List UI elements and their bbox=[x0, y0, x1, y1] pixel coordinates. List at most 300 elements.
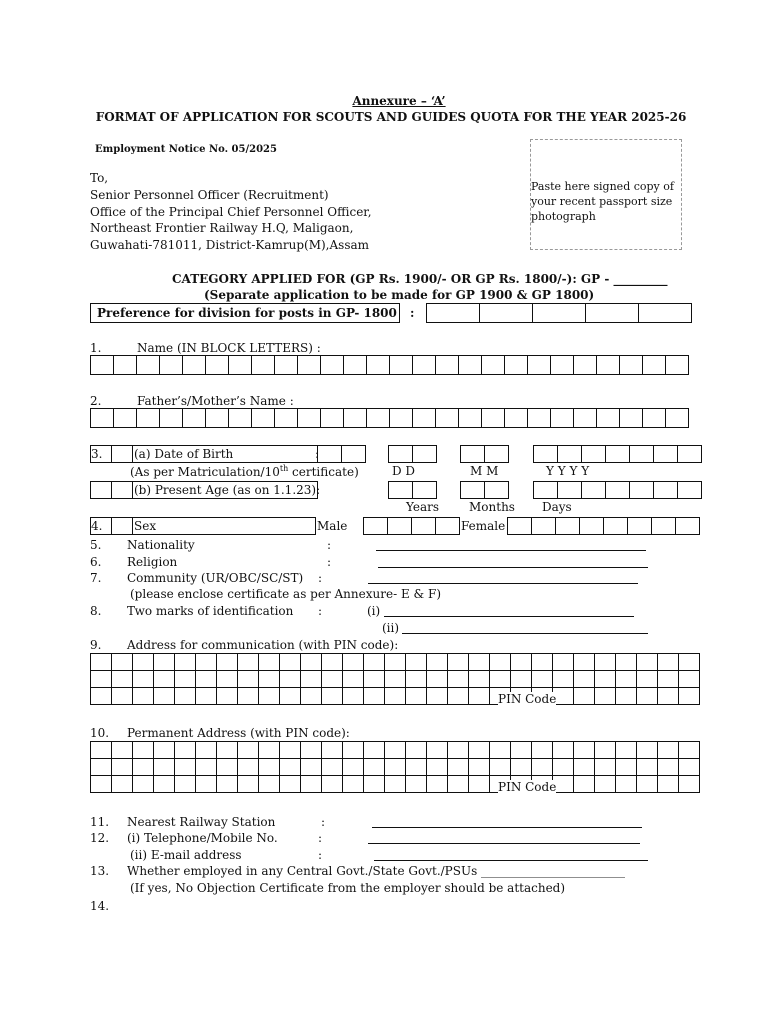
form-title: FORMAT OF APPLICATION FOR SCOUTS AND GUIDES QUOTA FOR THE YEAR 2025-26 bbox=[95, 110, 687, 124]
annexure-label: Annexure – ‘A’ bbox=[352, 94, 446, 108]
address-letter-box[interactable] bbox=[636, 758, 658, 776]
address-letter-box[interactable] bbox=[657, 741, 679, 759]
letter-box[interactable] bbox=[557, 445, 582, 463]
address-letter-box[interactable] bbox=[552, 758, 574, 776]
letter-box[interactable] bbox=[533, 445, 558, 463]
address-letter-box[interactable] bbox=[615, 741, 637, 759]
letter-box[interactable] bbox=[629, 481, 654, 499]
telephone-input-line[interactable] bbox=[368, 843, 640, 844]
category-applied: CATEGORY APPLIED FOR (GP Rs. 1900/- OR GP Rs. 1800/-): GP - _________ bbox=[172, 272, 668, 286]
dd-label: D D bbox=[392, 464, 416, 478]
address-letter-box[interactable] bbox=[531, 670, 553, 688]
address-letter-box[interactable] bbox=[573, 741, 595, 759]
address-letter-box[interactable] bbox=[552, 670, 574, 688]
letter-box[interactable] bbox=[458, 408, 482, 428]
address-letter-box[interactable] bbox=[300, 775, 322, 793]
address-letter-box[interactable] bbox=[678, 758, 700, 776]
address-letter-box[interactable] bbox=[216, 670, 238, 688]
address-letter-box[interactable] bbox=[489, 758, 511, 776]
address-letter-box[interactable] bbox=[636, 741, 658, 759]
nationality-colon: : bbox=[327, 538, 332, 552]
address-letter-box[interactable] bbox=[132, 758, 154, 776]
female-boxes[interactable] bbox=[507, 517, 700, 535]
letter-box[interactable] bbox=[653, 445, 678, 463]
religion-input-line[interactable] bbox=[378, 567, 648, 568]
address-letter-box[interactable] bbox=[615, 670, 637, 688]
address-letter-box[interactable] bbox=[90, 758, 112, 776]
address-letter-box[interactable] bbox=[426, 687, 448, 705]
letter-box[interactable] bbox=[136, 408, 160, 428]
address-letter-box[interactable] bbox=[510, 653, 532, 671]
letter-box[interactable] bbox=[297, 408, 321, 428]
letter-box[interactable] bbox=[366, 408, 390, 428]
address-row[interactable] bbox=[90, 741, 700, 759]
letter-box[interactable] bbox=[675, 517, 700, 535]
address-letter-box[interactable] bbox=[216, 653, 238, 671]
address-letter-box[interactable] bbox=[678, 670, 700, 688]
letter-box[interactable] bbox=[642, 408, 666, 428]
address-letter-box[interactable] bbox=[342, 687, 364, 705]
address-letter-box[interactable] bbox=[573, 653, 595, 671]
address-letter-box[interactable] bbox=[153, 758, 175, 776]
address-letter-box[interactable] bbox=[552, 741, 574, 759]
letter-box[interactable] bbox=[531, 517, 556, 535]
address-row[interactable] bbox=[90, 775, 700, 793]
address-letter-box[interactable] bbox=[111, 670, 133, 688]
letter-box[interactable] bbox=[136, 355, 160, 375]
address-letter-box[interactable] bbox=[678, 687, 700, 705]
letter-box[interactable] bbox=[389, 355, 413, 375]
letter-box[interactable] bbox=[665, 408, 689, 428]
letter-box[interactable] bbox=[555, 517, 580, 535]
address-letter-box[interactable] bbox=[90, 741, 112, 759]
letter-box[interactable] bbox=[550, 355, 574, 375]
letter-box[interactable] bbox=[205, 408, 229, 428]
address-letter-box[interactable] bbox=[426, 775, 448, 793]
address-letter-box[interactable] bbox=[426, 758, 448, 776]
address-letter-box[interactable] bbox=[342, 653, 364, 671]
letter-box[interactable] bbox=[320, 408, 344, 428]
address-letter-box[interactable] bbox=[300, 758, 322, 776]
address-letter-box[interactable] bbox=[573, 687, 595, 705]
letter-box[interactable] bbox=[113, 355, 137, 375]
letter-box[interactable] bbox=[251, 355, 275, 375]
address-letter-box[interactable] bbox=[363, 741, 385, 759]
letter-box[interactable] bbox=[90, 408, 114, 428]
letter-box[interactable] bbox=[573, 355, 597, 375]
address-letter-box[interactable] bbox=[237, 653, 259, 671]
address-letter-box[interactable] bbox=[300, 653, 322, 671]
address-letter-box[interactable] bbox=[195, 670, 217, 688]
address-letter-box[interactable] bbox=[195, 741, 217, 759]
letter-box[interactable] bbox=[527, 355, 551, 375]
address-letter-box[interactable] bbox=[363, 758, 385, 776]
address-letter-box[interactable] bbox=[300, 741, 322, 759]
address-letter-box[interactable] bbox=[531, 741, 553, 759]
letter-box[interactable] bbox=[627, 517, 652, 535]
community-input-line[interactable] bbox=[368, 583, 638, 584]
letter-box[interactable] bbox=[113, 408, 137, 428]
address-letter-box[interactable] bbox=[279, 758, 301, 776]
address-letter-box[interactable] bbox=[426, 741, 448, 759]
address-letter-box[interactable] bbox=[258, 741, 280, 759]
address-row[interactable] bbox=[90, 653, 700, 671]
letter-box[interactable] bbox=[527, 408, 551, 428]
address-letter-box[interactable] bbox=[195, 653, 217, 671]
address-letter-box[interactable] bbox=[573, 758, 595, 776]
dob-year-boxes[interactable] bbox=[533, 445, 702, 463]
division-preference-boxes[interactable] bbox=[426, 303, 692, 323]
address-letter-box[interactable] bbox=[237, 687, 259, 705]
address-letter-box[interactable] bbox=[636, 653, 658, 671]
address-letter-box[interactable] bbox=[447, 687, 469, 705]
address-letter-box[interactable] bbox=[237, 775, 259, 793]
address-letter-box[interactable] bbox=[363, 687, 385, 705]
address-letter-box[interactable] bbox=[405, 653, 427, 671]
nationality-label: Nationality bbox=[127, 538, 195, 552]
address-line-1: Senior Personnel Officer (Recruitment) bbox=[90, 188, 329, 202]
address-letter-box[interactable] bbox=[510, 741, 532, 759]
nationality-input-line[interactable] bbox=[376, 550, 646, 551]
address-letter-box[interactable] bbox=[447, 741, 469, 759]
address-letter-box[interactable] bbox=[678, 741, 700, 759]
address-row[interactable] bbox=[90, 670, 700, 688]
address-letter-box[interactable] bbox=[615, 653, 637, 671]
address-letter-box[interactable] bbox=[363, 775, 385, 793]
letter-box[interactable] bbox=[274, 408, 298, 428]
community-label: Community (UR/OBC/SC/ST) bbox=[127, 571, 304, 585]
letter-box[interactable] bbox=[182, 355, 206, 375]
letter-box[interactable] bbox=[507, 517, 532, 535]
address-letter-box[interactable] bbox=[342, 741, 364, 759]
address-letter-box[interactable] bbox=[132, 687, 154, 705]
letter-box[interactable] bbox=[651, 517, 676, 535]
letter-box[interactable] bbox=[504, 355, 528, 375]
address-letter-box[interactable] bbox=[657, 758, 679, 776]
address-letter-box[interactable] bbox=[279, 741, 301, 759]
address-letter-box[interactable] bbox=[468, 758, 490, 776]
age-years-boxes[interactable] bbox=[388, 481, 437, 499]
address-letter-box[interactable] bbox=[573, 775, 595, 793]
address-letter-box[interactable] bbox=[531, 653, 553, 671]
address-letter-box[interactable] bbox=[216, 758, 238, 776]
letter-box[interactable] bbox=[653, 481, 678, 499]
address-letter-box[interactable] bbox=[174, 741, 196, 759]
employment-notice: Employment Notice No. 05/2025 bbox=[95, 144, 277, 155]
address-letter-box[interactable] bbox=[531, 758, 553, 776]
address-letter-box[interactable] bbox=[405, 758, 427, 776]
address-row[interactable] bbox=[90, 687, 700, 705]
address-letter-box[interactable] bbox=[111, 653, 133, 671]
address-letter-box[interactable] bbox=[468, 741, 490, 759]
address-letter-box[interactable] bbox=[216, 687, 238, 705]
address-letter-box[interactable] bbox=[90, 775, 112, 793]
letter-box[interactable] bbox=[605, 481, 630, 499]
address-letter-box[interactable] bbox=[174, 670, 196, 688]
address-letter-box[interactable] bbox=[300, 687, 322, 705]
address-letter-box[interactable] bbox=[90, 687, 112, 705]
address-letter-box[interactable] bbox=[111, 758, 133, 776]
letter-box[interactable] bbox=[435, 408, 459, 428]
letter-box[interactable] bbox=[581, 481, 606, 499]
address-letter-box[interactable] bbox=[489, 653, 511, 671]
mark-i-label: (i) bbox=[367, 604, 381, 618]
item-number-14: 14. bbox=[90, 899, 110, 913]
months-label: Months bbox=[469, 500, 515, 514]
address-letter-box[interactable] bbox=[657, 670, 679, 688]
address-letter-box[interactable] bbox=[510, 758, 532, 776]
address-letter-box[interactable] bbox=[447, 653, 469, 671]
age-months-boxes[interactable] bbox=[460, 481, 509, 499]
permanent-address-label: Permanent Address (with PIN code): bbox=[127, 726, 350, 740]
letter-box[interactable] bbox=[228, 355, 252, 375]
address-letter-box[interactable] bbox=[468, 687, 490, 705]
communication-address-label: Address for communication (with PIN code): bbox=[127, 638, 399, 652]
letter-box[interactable] bbox=[274, 355, 298, 375]
address-letter-box[interactable] bbox=[594, 758, 616, 776]
parent-name-label: Father’s/Mother’s Name : bbox=[137, 394, 294, 408]
address-letter-box[interactable] bbox=[405, 741, 427, 759]
address-letter-box[interactable] bbox=[678, 775, 700, 793]
item-number-10: 10. bbox=[90, 726, 110, 740]
address-letter-box[interactable] bbox=[258, 758, 280, 776]
letter-box[interactable] bbox=[579, 517, 604, 535]
address-letter-box[interactable] bbox=[174, 653, 196, 671]
mark-ii-input-line[interactable] bbox=[402, 633, 648, 634]
address-letter-box[interactable] bbox=[258, 687, 280, 705]
address-letter-box[interactable] bbox=[678, 653, 700, 671]
address-letter-box[interactable] bbox=[468, 653, 490, 671]
address-letter-box[interactable] bbox=[636, 775, 658, 793]
address-letter-box[interactable] bbox=[174, 687, 196, 705]
letter-box[interactable] bbox=[182, 408, 206, 428]
identification-marks-label: Two marks of identification bbox=[127, 604, 294, 618]
letter-box[interactable] bbox=[435, 355, 459, 375]
letter-box[interactable] bbox=[619, 408, 643, 428]
community-certificate-note: (please enclose certificate as per Annexure- E & F) bbox=[130, 587, 442, 601]
address-letter-box[interactable] bbox=[594, 741, 616, 759]
address-letter-box[interactable] bbox=[153, 687, 175, 705]
letter-box[interactable] bbox=[629, 445, 654, 463]
address-letter-box[interactable] bbox=[153, 741, 175, 759]
letter-box[interactable] bbox=[581, 445, 606, 463]
address-letter-box[interactable] bbox=[426, 653, 448, 671]
letter-box[interactable] bbox=[596, 355, 620, 375]
name-boxes[interactable] bbox=[90, 355, 689, 375]
address-letter-box[interactable] bbox=[174, 758, 196, 776]
address-letter-box[interactable] bbox=[321, 670, 343, 688]
address-letter-box[interactable] bbox=[321, 687, 343, 705]
address-letter-box[interactable] bbox=[489, 670, 511, 688]
address-letter-box[interactable] bbox=[594, 653, 616, 671]
address-letter-box[interactable] bbox=[237, 758, 259, 776]
address-letter-box[interactable] bbox=[111, 687, 133, 705]
address-letter-box[interactable] bbox=[657, 687, 679, 705]
address-letter-box[interactable] bbox=[342, 670, 364, 688]
address-letter-box[interactable] bbox=[384, 775, 406, 793]
address-letter-box[interactable] bbox=[258, 775, 280, 793]
letter-box[interactable] bbox=[412, 408, 436, 428]
item-number-5: 5. bbox=[90, 538, 102, 552]
address-letter-box[interactable] bbox=[237, 741, 259, 759]
address-letter-box[interactable] bbox=[300, 670, 322, 688]
address-letter-box[interactable] bbox=[279, 653, 301, 671]
letter-box[interactable] bbox=[228, 408, 252, 428]
address-letter-box[interactable] bbox=[615, 758, 637, 776]
address-letter-box[interactable] bbox=[594, 687, 616, 705]
letter-box[interactable] bbox=[642, 355, 666, 375]
parent-name-boxes[interactable] bbox=[90, 408, 689, 428]
letter-box[interactable] bbox=[205, 355, 229, 375]
address-letter-box[interactable] bbox=[90, 653, 112, 671]
address-letter-box[interactable] bbox=[489, 741, 511, 759]
address-letter-box[interactable] bbox=[321, 741, 343, 759]
address-letter-box[interactable] bbox=[111, 741, 133, 759]
address-letter-box[interactable] bbox=[279, 775, 301, 793]
item-number-7: 7. bbox=[90, 571, 102, 585]
letter-box[interactable] bbox=[573, 408, 597, 428]
address-letter-box[interactable] bbox=[510, 670, 532, 688]
item-number-2: 2. bbox=[90, 394, 102, 408]
letter-box[interactable] bbox=[297, 355, 321, 375]
mark-ii-label: (ii) bbox=[382, 621, 400, 635]
address-letter-box[interactable] bbox=[258, 670, 280, 688]
address-line-3: Northeast Frontier Railway H.Q, Maligaon, bbox=[90, 221, 354, 235]
letter-box[interactable] bbox=[159, 408, 183, 428]
address-letter-box[interactable] bbox=[447, 775, 469, 793]
age-left-boxes bbox=[90, 481, 133, 499]
employment-question: Whether employed in any Central Govt./State Govt./PSUs ________________________ bbox=[127, 864, 626, 878]
address-letter-box[interactable] bbox=[468, 775, 490, 793]
address-letter-box[interactable] bbox=[657, 775, 679, 793]
letter-box[interactable] bbox=[412, 355, 436, 375]
address-letter-box[interactable] bbox=[615, 687, 637, 705]
letter-box[interactable] bbox=[605, 445, 630, 463]
address-letter-box[interactable] bbox=[447, 758, 469, 776]
address-letter-box[interactable] bbox=[216, 741, 238, 759]
address-letter-box[interactable] bbox=[405, 687, 427, 705]
railway-station-input-line[interactable] bbox=[372, 827, 642, 828]
letter-box[interactable] bbox=[389, 408, 413, 428]
photo-instruction-1: Paste here signed copy of bbox=[531, 180, 674, 193]
address-letter-box[interactable] bbox=[195, 687, 217, 705]
address-letter-box[interactable] bbox=[132, 653, 154, 671]
address-letter-box[interactable] bbox=[384, 687, 406, 705]
address-letter-box[interactable] bbox=[384, 653, 406, 671]
letter-box[interactable] bbox=[677, 445, 702, 463]
letter-box[interactable] bbox=[481, 355, 505, 375]
letter-box[interactable] bbox=[603, 517, 628, 535]
address-letter-box[interactable] bbox=[384, 670, 406, 688]
address-letter-box[interactable] bbox=[636, 687, 658, 705]
address-letter-box[interactable] bbox=[342, 758, 364, 776]
letter-box[interactable] bbox=[458, 355, 482, 375]
address-letter-box[interactable] bbox=[405, 775, 427, 793]
item-number-8: 8. bbox=[90, 604, 102, 618]
address-letter-box[interactable] bbox=[342, 775, 364, 793]
mark-i-input-line[interactable] bbox=[384, 616, 634, 617]
email-input-line[interactable] bbox=[374, 860, 648, 861]
address-letter-box[interactable] bbox=[594, 670, 616, 688]
address-letter-box[interactable] bbox=[384, 741, 406, 759]
telephone-label: (i) Telephone/Mobile No. bbox=[127, 831, 278, 845]
address-letter-box[interactable] bbox=[195, 775, 217, 793]
address-letter-box[interactable] bbox=[363, 653, 385, 671]
railway-station-label: Nearest Railway Station bbox=[127, 815, 276, 829]
address-letter-box[interactable] bbox=[153, 653, 175, 671]
address-row[interactable] bbox=[90, 758, 700, 776]
address-letter-box[interactable] bbox=[258, 653, 280, 671]
address-letter-box[interactable] bbox=[321, 758, 343, 776]
dob-month-boxes[interactable] bbox=[460, 445, 509, 463]
address-letter-box[interactable] bbox=[447, 670, 469, 688]
letter-box[interactable] bbox=[557, 481, 582, 499]
preference-label: Preference for division for posts in GP- 1800 bbox=[97, 306, 397, 320]
address-letter-box[interactable] bbox=[321, 775, 343, 793]
address-letter-box[interactable] bbox=[132, 670, 154, 688]
address-letter-box[interactable] bbox=[573, 670, 595, 688]
address-letter-box[interactable] bbox=[216, 775, 238, 793]
address-letter-box[interactable] bbox=[468, 670, 490, 688]
letter-box[interactable] bbox=[343, 408, 367, 428]
letter-box[interactable] bbox=[159, 355, 183, 375]
letter-box[interactable] bbox=[251, 408, 275, 428]
address-letter-box[interactable] bbox=[90, 670, 112, 688]
address-letter-box[interactable] bbox=[279, 670, 301, 688]
dob-day-boxes[interactable] bbox=[388, 445, 437, 463]
address-letter-box[interactable] bbox=[615, 775, 637, 793]
address-letter-box[interactable] bbox=[552, 653, 574, 671]
address-letter-box[interactable] bbox=[657, 653, 679, 671]
item-number-1: 1. bbox=[90, 341, 102, 355]
address-letter-box[interactable] bbox=[321, 653, 343, 671]
address-letter-box[interactable] bbox=[153, 775, 175, 793]
address-letter-box[interactable] bbox=[384, 758, 406, 776]
address-letter-box[interactable] bbox=[279, 687, 301, 705]
age-days-boxes[interactable] bbox=[533, 481, 702, 499]
letter-box[interactable] bbox=[343, 355, 367, 375]
address-letter-box[interactable] bbox=[132, 775, 154, 793]
letter-box[interactable] bbox=[90, 355, 114, 375]
letter-box[interactable] bbox=[320, 355, 344, 375]
address-letter-box[interactable] bbox=[426, 670, 448, 688]
letter-box[interactable] bbox=[481, 408, 505, 428]
address-letter-box[interactable] bbox=[153, 670, 175, 688]
letter-box[interactable] bbox=[619, 355, 643, 375]
address-letter-box[interactable] bbox=[405, 670, 427, 688]
address-letter-box[interactable] bbox=[636, 670, 658, 688]
female-label: Female bbox=[461, 519, 506, 533]
letter-box[interactable] bbox=[677, 481, 702, 499]
address-letter-box[interactable] bbox=[132, 741, 154, 759]
address-letter-box[interactable] bbox=[237, 670, 259, 688]
letter-box[interactable] bbox=[533, 481, 558, 499]
letter-box[interactable] bbox=[504, 408, 528, 428]
letter-box[interactable] bbox=[665, 355, 689, 375]
male-boxes[interactable] bbox=[363, 517, 460, 535]
mm-label: M M bbox=[470, 464, 499, 478]
years-label: Years bbox=[406, 500, 440, 514]
address-letter-box[interactable] bbox=[363, 670, 385, 688]
address-letter-box[interactable] bbox=[111, 775, 133, 793]
dob-label: (a) Date of Birth bbox=[134, 447, 234, 461]
address-letter-box[interactable] bbox=[195, 758, 217, 776]
address-letter-box[interactable] bbox=[174, 775, 196, 793]
letter-box[interactable] bbox=[366, 355, 390, 375]
letter-box[interactable] bbox=[550, 408, 574, 428]
address-letter-box[interactable] bbox=[594, 775, 616, 793]
letter-box[interactable] bbox=[596, 408, 620, 428]
